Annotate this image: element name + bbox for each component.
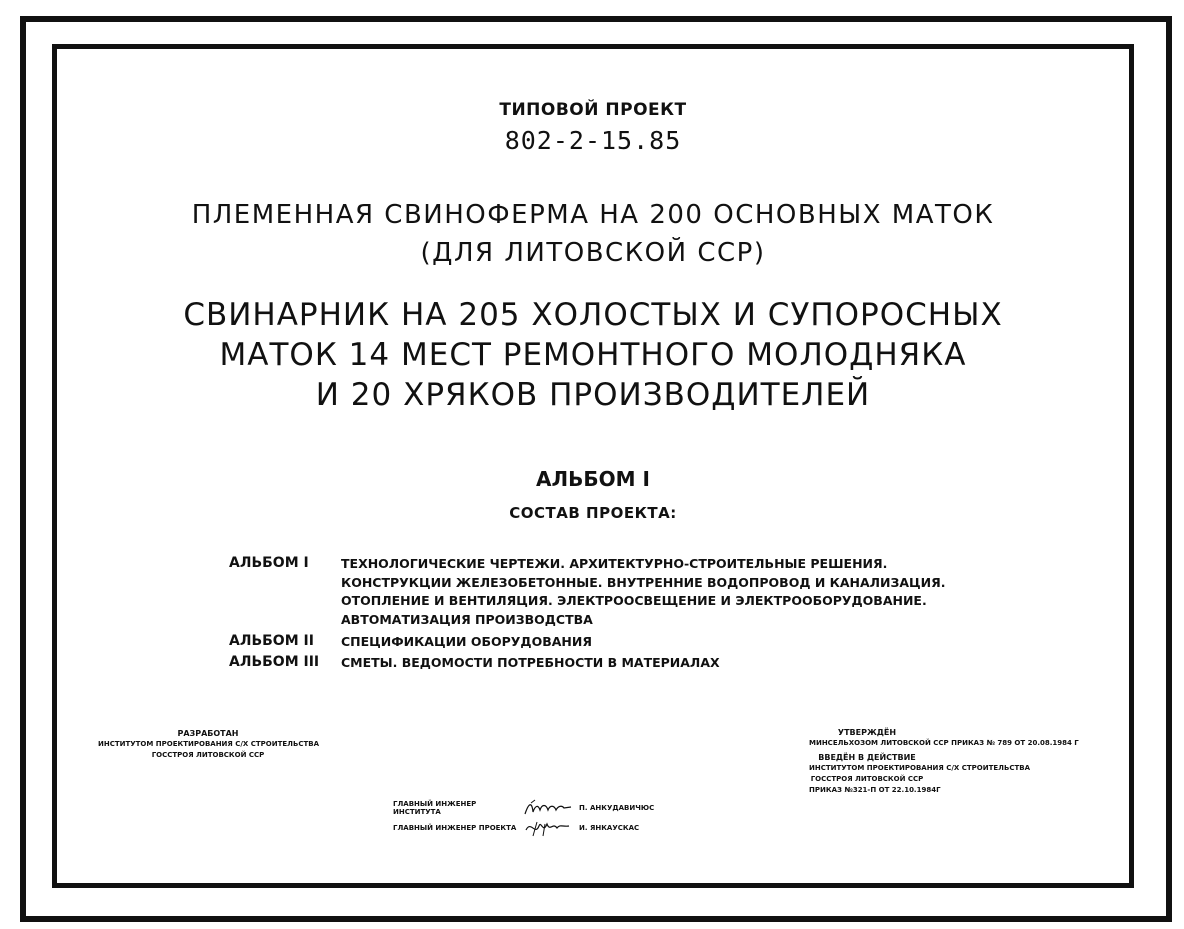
signature-name: И. ЯНКАУСКАС — [579, 824, 640, 832]
list-item — [229, 553, 946, 629]
signature-row — [393, 798, 654, 818]
album-title: АЛЬБОМ I — [536, 467, 650, 491]
developed-line: ГОССТРОЯ ЛИТОВСКОЙ ССР — [151, 751, 265, 759]
enacted-line: ГОССТРОЯ ЛИТОВСКОЙ ССР — [810, 775, 924, 783]
signature-role: ГЛАВНЫЙ ИНЖЕНЕР ПРОЕКТА — [393, 824, 517, 832]
building-title-line2: МАТОК 14 МЕСТ РЕМОНТНОГО МОЛОДНЯКА — [219, 337, 967, 373]
album-description — [341, 631, 592, 652]
farm-title-line2: (ДЛЯ ЛИТОВСКОЙ ССР) — [420, 238, 766, 268]
album-line: СМЕТЫ. ВЕДОМОСТИ ПОТРЕБНОСТИ В МАТЕРИАЛАХ — [341, 655, 720, 670]
album-name: АЛЬБОМ I — [229, 555, 309, 571]
album-description — [341, 553, 946, 629]
developed-heading: РАЗРАБОТАН — [177, 729, 239, 738]
album-name: АЛЬБОМ III — [229, 654, 320, 670]
album-line: ТЕХНОЛОГИЧЕСКИЕ ЧЕРТЕЖИ. АРХИТЕКТУРНО-СТРОИТЕЛЬНЫЕ РЕШЕНИЯ. — [341, 556, 888, 571]
building-title-line1: СВИНАРНИК НА 205 ХОЛОСТЫХ И СУПОРОСНЫХ — [183, 297, 1003, 333]
album-line: КОНСТРУКЦИИ ЖЕЛЕЗОБЕТОННЫЕ. ВНУТРЕННИЕ ВОДОПРОВОД И КАНАЛИЗАЦИЯ. — [341, 574, 946, 590]
enacted-line: ИНСТИТУТОМ ПРОЕКТИРОВАНИЯ С/Х СТРОИТЕЛЬСТВА — [809, 764, 1030, 772]
album-line: ОТОПЛЕНИЕ И ВЕНТИЛЯЦИЯ. ЭЛЕКТРООСВЕЩЕНИЕ И ЭЛЕКТРООБОРУДОВАНИЕ. — [341, 593, 927, 608]
project-number: 802-2-15.85 — [504, 126, 682, 155]
farm-title-line1: ПЛЕМЕННАЯ СВИНОФЕРМА НА 200 ОСНОВНЫХ МАТОК — [191, 200, 995, 230]
handwritten-signature-icon — [523, 798, 573, 818]
enacted-heading: ВВЕДЁН В ДЕЙСТВИЕ — [818, 753, 916, 762]
list-item — [229, 631, 946, 652]
albums-list — [229, 553, 946, 673]
enacted-line: ПРИКАЗ №321-П ОТ 22.10.1984Г — [809, 786, 941, 794]
album-line: АВТОМАТИЗАЦИЯ ПРОИЗВОДСТВА — [341, 611, 593, 627]
project-label: ТИПОВОЙ ПРОЕКТ — [499, 100, 687, 120]
approved-heading: УТВЕРЖДЁН — [837, 728, 897, 737]
building-title-line3: И 20 ХРЯКОВ ПРОИЗВОДИТЕЛЕЙ — [315, 377, 871, 413]
contents-heading: СОСТАВ ПРОЕКТА: — [509, 504, 677, 522]
album-line: СПЕЦИФИКАЦИИ ОБОРУДОВАНИЯ — [341, 634, 592, 649]
developed-block — [98, 728, 318, 761]
developed-line: ИНСТИТУТОМ ПРОЕКТИРОВАНИЯ С/Х СТРОИТЕЛЬСТВА — [98, 740, 319, 748]
signatures-block — [393, 798, 654, 838]
album-name: АЛЬБОМ II — [229, 633, 314, 649]
approved-block — [809, 727, 1079, 796]
signature-row — [393, 818, 654, 838]
inner-frame — [52, 44, 1134, 888]
signature-name: П. АНКУДАВИЧЮС — [579, 804, 655, 812]
farm-title — [57, 196, 1129, 272]
signature-role: ГЛАВНЫЙ ИНЖЕНЕР ИНСТИТУТА — [393, 800, 477, 816]
album-description — [341, 652, 720, 673]
list-item — [229, 652, 946, 673]
handwritten-signature-icon — [523, 818, 573, 838]
building-title — [57, 295, 1129, 415]
approved-line: МИНСЕЛЬХОЗОМ ЛИТОВСКОЙ ССР ПРИКАЗ № 789 ОТ 20.08.1984 Г — [809, 739, 1079, 747]
